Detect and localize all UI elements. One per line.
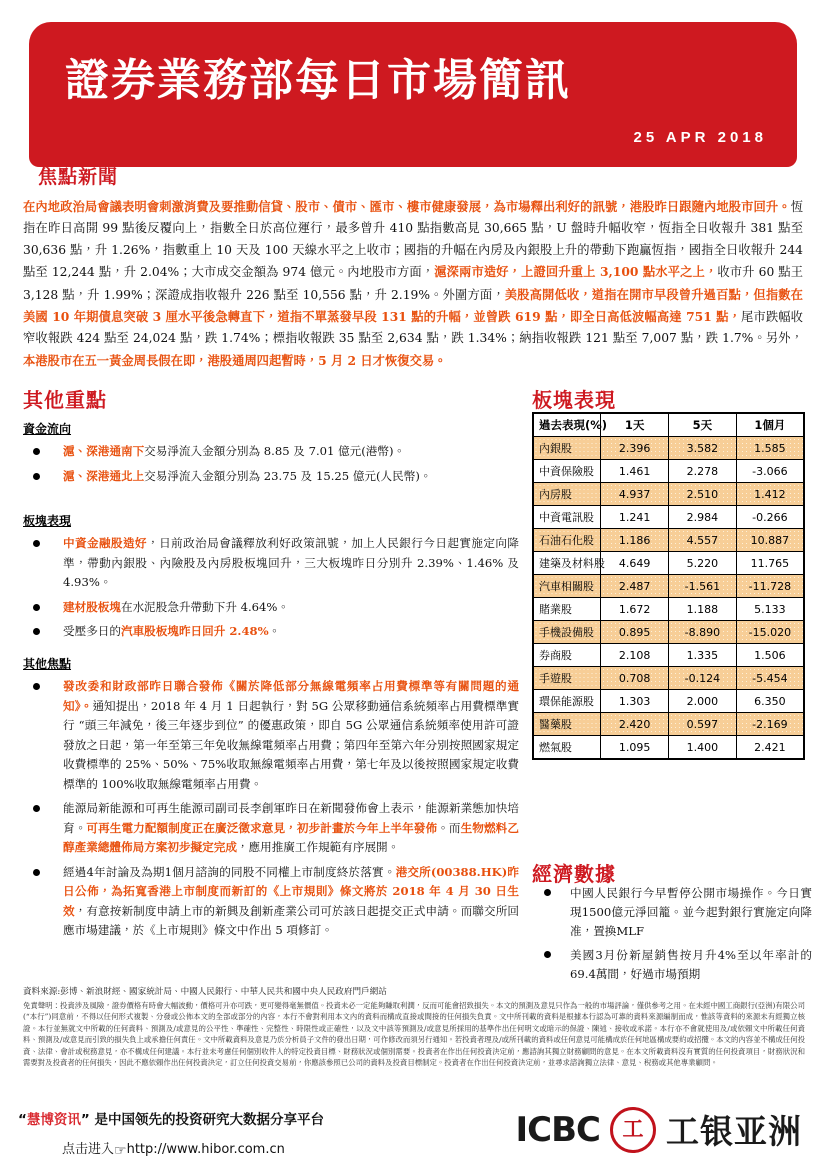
sector-notes-subheading: 板塊表現	[23, 514, 72, 528]
table-cell-value: 1.335	[669, 644, 737, 667]
promo-link-row[interactable]	[62, 1138, 285, 1157]
economic-data-block	[532, 884, 812, 989]
sector-performance-table-wrap	[532, 412, 805, 760]
table-cell-value: 1.241	[601, 506, 669, 529]
table-cell-sector: 中資電訊股	[533, 506, 601, 529]
other-focus-list	[23, 677, 519, 941]
promo-url[interactable]: http://www.hibor.com.cn	[126, 1142, 285, 1157]
icbc-emblem-icon	[610, 1107, 656, 1153]
headline-section-label: 焦點新聞	[38, 167, 119, 188]
focus-2-pre: 經過4年討論及為期1個月諮詢的同股不同權上市制度終於落實。	[63, 864, 396, 879]
focus-2-post: ，有意按新制度申請上市的新興及創新產業公司可於該日起提交正式申請。而聯交所回應市場建議，於《上市規則》條文中作出 5 項修訂。	[63, 903, 519, 937]
table-cell-value: -0.124	[669, 667, 737, 690]
fund-flow-item-0-text: 交易淨流入金額分別為 8.85 及 7.01 億元(港幣)。	[144, 444, 406, 458]
table-cell-value: -5.454	[736, 667, 804, 690]
table-cell-sector: 手遊股	[533, 667, 601, 690]
table-row	[533, 621, 804, 644]
table-cell-sector: 內銀股	[533, 437, 601, 460]
table-cell-sector: 燃氣股	[533, 736, 601, 760]
table-header-row	[533, 413, 804, 437]
table-cell-sector: 券商股	[533, 644, 601, 667]
promo-tagline-text: ” 是中国领先的投资研究大数据分享平台	[80, 1112, 324, 1128]
table-row	[533, 483, 804, 506]
table-row	[533, 529, 804, 552]
table-cell-value: 4.557	[669, 529, 737, 552]
focus-0-highlight: 發改委和財政部昨日聯合發佈《關於降低部分無線電頻率占用費標準等有關問題的通知》。	[63, 679, 519, 713]
col-header-1: 1天	[601, 413, 669, 437]
list-item	[23, 442, 519, 462]
publication-date: 25 APR 2018	[633, 129, 767, 146]
table-row	[533, 736, 804, 760]
table-row	[533, 460, 804, 483]
lead-body-2: 收市升 60 點王 3,128 點，升 1.99%；深證成指收報升 226 點至 10,556 點，升 2.19%。外圍方面，	[23, 265, 804, 302]
table-cell-value: -3.066	[736, 460, 804, 483]
promo-brand: 慧博资讯	[26, 1112, 81, 1128]
list-item	[23, 534, 519, 593]
list-item	[23, 622, 519, 642]
table-row	[533, 552, 804, 575]
focus-1-highlight-2: 生物燃料乙醇產業總體佈局方案初步擬定完成	[63, 820, 519, 854]
table-cell-value: 1.672	[601, 598, 669, 621]
sector-note-2-pre: 受壓多日的	[63, 624, 121, 638]
table-cell-value: 4.937	[601, 483, 669, 506]
col-header-0: 過去表現(%)	[533, 413, 601, 437]
page-footer	[0, 1100, 826, 1169]
icbc-emblem-glyph: 工	[622, 1117, 644, 1141]
table-cell-value: -8.890	[669, 621, 737, 644]
table-cell-value: 4.649	[601, 552, 669, 575]
table-cell-value: 1.412	[736, 483, 804, 506]
table-cell-value: 1.461	[601, 460, 669, 483]
icbc-logo-cn: 工银亚洲	[666, 1112, 802, 1151]
promo-tagline	[18, 1108, 324, 1128]
sector-note-0-text: ，日前政治局會議釋放利好政策訊號，加上人民銀行今日起實施定向降準，帶動內銀股、內險股及內房股板塊回升，三大板塊昨日分別升 2.39%、1.46% 及 4.93%。	[63, 536, 519, 589]
table-cell-value: -11.728	[736, 575, 804, 598]
data-source-line: 資料來源:彭博、新浪財經、國家統計局、中國人民銀行、中華人民共和國中央人民政府門戶網站	[23, 987, 387, 997]
table-cell-value: 5.133	[736, 598, 804, 621]
sector-notes-list	[23, 534, 519, 642]
table-header	[533, 413, 804, 437]
table-cell-value: 2.000	[669, 690, 737, 713]
focus-1-post: ，應用推廣工作規範有序展開。	[236, 840, 400, 854]
lead-paragraph	[23, 196, 803, 372]
table-cell-sector: 建築及材料股	[533, 552, 601, 575]
table-cell-value: 1.506	[736, 644, 804, 667]
table-cell-value: -1.561	[669, 575, 737, 598]
table-cell-value: 5.220	[669, 552, 737, 575]
disclaimer-text: 免責聲明：投資涉及風險，證券價格有時會大幅波動，價格可升亦可跌，更可變得毫無價值。投資未必一定能夠賺取利潤，反而可能會招致損失。本文的預測及意見只作為一般的市場評論，僅供參考之用。在未經中國工商銀行(亞洲)有限公司(“本行”)同意前，不得以任何形式複製、分發或公佈本文的全部或部分的內容，本行不會對利用本文內的資料而構成直接或間接的任何損失負責。文中所刊載的資料是根據本行認為可靠的資料來源編制而成，惟該等資料的來源未有經獨立核證。本行並無就文中所載的任何資料、預測及/或意見的公平性、準確性、完整性、時限性或正確性，以及文中該等預測及/或意見所採用的基準作出任何明文或暗示的保證、陳述、接收或承諾。本行亦不會就使用及/或依賴文中所載任何資料、預測及/或意見而引致的損失負上或承擔任何責任。文中所載資料及意見乃於分析員子文件的發出日期，可作修改而須另行通知。若投資者理及/或所刊載的資料或任何意見可能構成於任何地區構成要約或招攬。本文的內容並不構成任何投資、法律、會計或稅務意見，亦不構成任何建議。本行並未考慮任何個別收件人的特定投資目標、財務狀況或個別需要。投資者在作出任何投資決定前，應諮詢其獨立財務顧問的意見。在本文所載資料沒有實質的任何投資項目，財務狀況和需要對及投資者的任何損失，因此不應依賴作出任何投資決定，訂立任何投資交易前，你應該參照已公司的資料及投資目標制定。投資者在作出任何投資決定前，並尋求諮詢獨立法律、意見、稅務或其他專業顧問。	[23, 1001, 805, 1068]
list-item: 美國3月份新屋銷售按月升4%至以年率計的69.4萬間，好過市場預期	[532, 946, 812, 984]
other-focus-subheading: 其他焦點	[23, 657, 72, 671]
table-cell-value: 1.095	[601, 736, 669, 760]
table-cell-value: 0.708	[601, 667, 669, 690]
table-cell-value: 2.984	[669, 506, 737, 529]
table-cell-sector: 石油石化股	[533, 529, 601, 552]
table-cell-sector: 環保能源股	[533, 690, 601, 713]
lead-highlight-4: 本港股市在五一黃金周長假在即，港股通周四起暫時，5 月 2 日才恢復交易。	[23, 352, 447, 368]
table-cell-value: 1.186	[601, 529, 669, 552]
promo-cta-label: 点击进入	[62, 1142, 115, 1157]
lead-body-1: 恆指在昨日高開 99 點後反覆向上，指數全日於高位運行，最多曾升 410 點指數高見 30,665 點，U 盤時升幅收窄，恆指全日收報升 381 點至 30,636 點，升 1.26%，指數重上 10 天及 100 天線水平之上收市；國指的升幅在內房及內銀股上升的帶動下跑贏恆指，國指全日收報升 244 點至 12,244 點，升 2.04%；大市成交金額為 974 億元。內地股市方面，	[23, 200, 803, 280]
table-row	[533, 713, 804, 736]
list-item	[23, 677, 519, 794]
table-cell-sector: 中資保險股	[533, 460, 601, 483]
fund-flow-subheading: 資金流向	[23, 422, 72, 436]
lead-highlight-1: 在內地政治局會議表明會刺激消費及要推動信貸、股市、債市、匯市、樓市健康發展，為市場釋出利好的訊號，港股昨日跟隨內地股市回升。	[23, 199, 791, 214]
table-row	[533, 437, 804, 460]
sector-notes-block	[23, 512, 519, 647]
table-cell-value: 2.278	[669, 460, 737, 483]
table-cell-sector: 汽車相關股	[533, 575, 601, 598]
table-cell-value: 2.510	[669, 483, 737, 506]
table-cell-value: 2.396	[601, 437, 669, 460]
col-header-2: 5天	[669, 413, 737, 437]
table-row	[533, 506, 804, 529]
table-row	[533, 690, 804, 713]
table-cell-value: 11.765	[736, 552, 804, 575]
promo-quote-open: “	[18, 1112, 27, 1128]
focus-2-highlight: 港交所(00388.HK)昨日公佈，為拓寬香港上市制度而新訂的《上市規則》條文將於 2018 年 4 月 30 日生效	[63, 864, 519, 918]
table-cell-value: 1.400	[669, 736, 737, 760]
table-row	[533, 598, 804, 621]
fund-flow-block	[23, 420, 519, 491]
table-cell-value: 2.487	[601, 575, 669, 598]
lead-highlight-3: 美股高開低收，道指在開市早段曾升過百點，但指數在美國 10 年期債息突破 3 厘水平後急轉直下，道指不單蒸發早段 131 點的升幅，並曾跌 619 點，即全日高低波幅高達 751 點，	[23, 286, 803, 325]
focus-0-text: 通知提出，2018 年 4 月 1 日起執行，對 5G 公眾移動通信系統頻率占用費標準實行 “頭三年減免，後三年逐步到位” 的優惠政策，即自 5G 公眾通信系統頻率使用許可證發放之日起，第一年至第三年免收無線電頻率占用費；第四年至第六年分別按照國家規定收費標準的 25%、50%、75%收取無線電頻率占用費，第七年及以後按照國家規定收費標準的 100%收取無線電頻率占用費。	[63, 698, 519, 791]
other-points-heading: 其他重點	[23, 388, 107, 412]
fund-flow-item-0-highlight: 滬、深港通南下	[63, 444, 145, 458]
list-item	[23, 863, 519, 941]
economic-data-list	[532, 884, 812, 984]
table-cell-sector: 賭業股	[533, 598, 601, 621]
lead-body-3: 尾市跌幅收窄收報跌 424 點至 24,024 點，跌 1.74%；標指收報跌 35 點至 2,634 點，跌 1.34%；納指收報跌 121 點至 7,007 點，跌 1.7%。另外，	[23, 310, 803, 346]
fund-flow-item-1-text: 交易淨流入金額分別為 23.75 及 15.25 億元(人民幣)。	[144, 468, 432, 483]
other-focus-block	[23, 655, 519, 946]
sector-performance-table	[532, 412, 805, 760]
icbc-logo-en: ICBC	[515, 1109, 600, 1150]
sector-note-2-post: 。	[268, 624, 281, 638]
table-cell-value: 3.582	[669, 437, 737, 460]
table-cell-value: 6.350	[736, 690, 804, 713]
table-cell-value: 1.585	[736, 437, 804, 460]
sector-note-2-highlight: 汽車股板塊昨日回升 2.48%	[120, 624, 269, 638]
table-cell-value: 2.421	[736, 736, 804, 760]
table-cell-value: 2.420	[601, 713, 669, 736]
lead-highlight-2: 滬深兩市造好，上證回升重上 3,100 點水平之上，	[434, 264, 718, 280]
list-item	[23, 799, 519, 858]
table-cell-value: 1.188	[669, 598, 737, 621]
fund-flow-item-1-highlight: 滬、深港通北上	[63, 468, 145, 483]
table-cell-value: 0.895	[601, 621, 669, 644]
header-banner	[29, 22, 797, 167]
economic-data-heading: 經濟數據	[532, 862, 616, 886]
table-row	[533, 644, 804, 667]
page-title: 證券業務部每日市場簡訊	[65, 55, 571, 106]
table-row	[533, 667, 804, 690]
table-body	[533, 437, 804, 760]
table-cell-value: -2.169	[736, 713, 804, 736]
pointing-hand-icon: ☞	[114, 1143, 127, 1159]
table-cell-sector: 醫藥股	[533, 713, 601, 736]
table-cell-value: -0.266	[736, 506, 804, 529]
fund-flow-list	[23, 442, 519, 486]
table-cell-value: -15.020	[736, 621, 804, 644]
table-cell-value: 10.887	[736, 529, 804, 552]
table-cell-value: 0.597	[669, 713, 737, 736]
table-row	[533, 575, 804, 598]
sector-note-1-text: 在水泥股急升帶動下升 4.64%。	[120, 599, 290, 614]
table-cell-sector: 手機設備股	[533, 621, 601, 644]
sector-note-1-highlight: 建材股板塊	[63, 599, 121, 614]
col-header-3: 1個月	[736, 413, 804, 437]
icbc-logo	[516, 1106, 802, 1153]
table-cell-value: 1.303	[601, 690, 669, 713]
list-item	[23, 598, 519, 618]
focus-1-mid: 。而	[437, 820, 461, 835]
table-cell-sector: 內房股	[533, 483, 601, 506]
focus-1-pre: 能源局新能源和可再生能源司副司長李創軍昨日在新聞發佈會上表示，能源新業態加快培育。	[63, 801, 519, 835]
sector-performance-heading: 板塊表現	[532, 388, 616, 412]
sector-note-0-highlight: 中資金融股造好	[63, 536, 148, 550]
table-cell-value: 2.108	[601, 644, 669, 667]
list-item: 中國人民銀行今早暫停公開市場操作。今日實現1500億元淨回籠。並今起對銀行實施定向降准，置換MLF	[532, 884, 812, 941]
list-item	[23, 467, 519, 487]
focus-1-highlight: 可再生電力配額制度正在廣泛徵求意見，初步計畫於今年上半年發佈	[86, 820, 438, 835]
